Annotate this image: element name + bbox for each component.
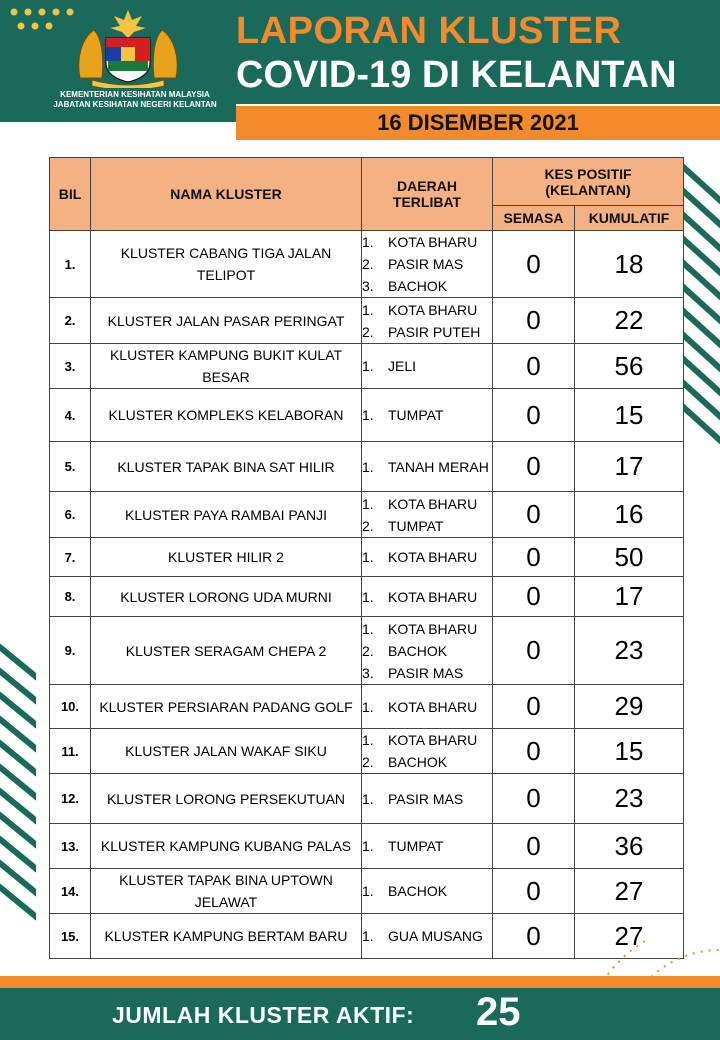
daerah-item-label: BACHOK	[388, 278, 448, 294]
daerah-item	[362, 788, 492, 810]
table-row	[50, 869, 684, 914]
header-kes-line-2: (KELANTAN)	[545, 181, 631, 198]
cell-kumulatif: 27	[575, 914, 684, 959]
cluster-table	[49, 157, 684, 959]
daerah-item	[362, 299, 492, 321]
cell-semasa: 0	[493, 538, 575, 577]
daerah-item-number: 1.	[362, 458, 374, 475]
cell-kumulatif: 23	[575, 617, 684, 685]
daerah-item-label: TUMPAT	[388, 838, 444, 854]
cell-bil: 11.	[50, 729, 91, 774]
header-kes-line-1: KES POSITIF	[544, 165, 632, 182]
header-daerah	[362, 158, 493, 231]
daerah-item	[362, 404, 492, 426]
daerah-item-label: KOTA BHARU	[388, 588, 478, 605]
daerah-item-label: KOTA BHARU	[388, 698, 478, 715]
report-date: 16 DISEMBER 2021	[377, 110, 579, 135]
daerah-item	[362, 355, 492, 377]
header-nama-kluster: NAMA KLUSTER	[91, 158, 362, 231]
cell-bil: 6.	[50, 492, 91, 538]
table-row	[50, 442, 684, 492]
daerah-item	[362, 231, 492, 253]
daerah-item	[362, 253, 492, 275]
cell-bil: 7.	[50, 538, 91, 577]
cell-bil: 3.	[50, 344, 91, 389]
cell-bil: 5.	[50, 442, 91, 492]
cell-kumulatif: 16	[575, 492, 684, 538]
cell-nama-kluster: KLUSTER PAYA RAMBAI PANJI	[91, 492, 362, 538]
daerah-item-label: TUMPAT	[388, 407, 444, 423]
daerah-item	[362, 925, 492, 947]
daerah-item	[362, 456, 492, 478]
cell-kumulatif: 15	[575, 729, 684, 774]
header-kumulatif: KUMULATIF	[575, 206, 684, 231]
cell-kumulatif: 50	[575, 538, 684, 577]
daerah-item	[362, 640, 492, 662]
cell-daerah	[362, 617, 493, 685]
cell-nama-kluster: KLUSTER PERSIARAN PADANG GOLF	[91, 685, 362, 729]
ministry-name	[40, 90, 230, 110]
table-row	[50, 685, 684, 729]
ministry-line-1: KEMENTERIAN KESIHATAN MALAYSIA	[60, 90, 210, 99]
cell-semasa: 0	[493, 729, 575, 774]
table-row	[50, 729, 684, 774]
cell-daerah	[362, 824, 493, 869]
cell-nama-kluster: KLUSTER KOMPLEKS KELABORAN	[91, 389, 362, 442]
daerah-item	[362, 586, 492, 608]
cell-nama-kluster: KLUSTER KAMPUNG KUBANG PALAS	[91, 824, 362, 869]
table-row	[50, 492, 684, 538]
cell-kumulatif: 17	[575, 577, 684, 617]
daerah-item-number: 1.	[362, 495, 374, 512]
cell-bil: 15.	[50, 914, 91, 959]
cell-semasa: 0	[493, 914, 575, 959]
daerah-item-label: KOTA BHARU	[388, 620, 478, 637]
cell-bil: 1.	[50, 231, 91, 298]
daerah-item	[362, 321, 492, 343]
cell-semasa: 0	[493, 869, 575, 914]
cell-kumulatif: 27	[575, 869, 684, 914]
table-row	[50, 824, 684, 869]
header-bil: BIL	[50, 158, 91, 231]
cell-nama-kluster: KLUSTER KAMPUNG BERTAM BARU	[91, 914, 362, 959]
table-row	[50, 774, 684, 824]
total-active-label: JUMLAH KLUSTER AKTIF:	[112, 1002, 415, 1028]
daerah-item-number: 1.	[362, 698, 374, 715]
daerah-item-number: 1.	[362, 928, 374, 944]
cell-semasa: 0	[493, 231, 575, 298]
daerah-item-number: 2.	[362, 517, 374, 534]
cell-daerah	[362, 577, 493, 617]
header-daerah-line-1: DAERAH	[397, 178, 457, 194]
daerah-item-number: 2.	[362, 256, 374, 272]
cell-nama-kluster: KLUSTER TAPAK BINA UPTOWN JELAWAT	[91, 869, 362, 914]
cell-bil: 2.	[50, 298, 91, 344]
cell-kumulatif: 17	[575, 442, 684, 492]
daerah-item-number: 3.	[362, 664, 374, 681]
cell-daerah	[362, 538, 493, 577]
cell-daerah	[362, 389, 493, 442]
daerah-item	[362, 751, 492, 773]
coat-of-arms-icon	[72, 8, 184, 88]
daerah-item-label: TUMPAT	[388, 517, 444, 534]
daerah-item	[362, 546, 492, 568]
daerah-item	[362, 275, 492, 297]
cell-daerah	[362, 774, 493, 824]
cell-daerah	[362, 231, 493, 298]
daerah-item-number: 1.	[362, 301, 374, 318]
total-active-value: 25	[476, 990, 521, 1034]
cell-nama-kluster: KLUSTER JALAN WAKAF SIKU	[91, 729, 362, 774]
cell-nama-kluster: KLUSTER HILIR 2	[91, 538, 362, 577]
ministry-line-2: JABATAN KESIHATAN NEGERI KELANTAN	[53, 100, 217, 109]
daerah-item	[362, 835, 492, 857]
daerah-item-label: BACHOK	[388, 883, 448, 899]
daerah-item-label: KOTA BHARU	[388, 549, 478, 565]
daerah-item-label: PASIR MAS	[388, 664, 464, 681]
daerah-item-number: 3.	[362, 278, 374, 294]
decorative-stripes-icon	[0, 640, 36, 940]
daerah-item-number: 1.	[362, 620, 374, 637]
table-row	[50, 538, 684, 577]
cell-bil: 10.	[50, 685, 91, 729]
daerah-item-number: 1.	[362, 732, 374, 748]
table-row	[50, 389, 684, 442]
daerah-item	[362, 662, 492, 684]
cell-nama-kluster: KLUSTER LORONG PERSEKUTUAN	[91, 774, 362, 824]
cell-bil: 14.	[50, 869, 91, 914]
daerah-item	[362, 696, 492, 718]
cell-daerah	[362, 685, 493, 729]
header-semasa: SEMASA	[493, 206, 575, 231]
cell-daerah	[362, 869, 493, 914]
cell-semasa: 0	[493, 492, 575, 538]
cell-kumulatif: 15	[575, 389, 684, 442]
daerah-item-label: GUA MUSANG	[388, 928, 483, 944]
daerah-item-number: 2.	[362, 754, 374, 770]
cell-kumulatif: 23	[575, 774, 684, 824]
cell-nama-kluster: KLUSTER SERAGAM CHEPA 2	[91, 617, 362, 685]
daerah-item-number: 1.	[362, 790, 374, 807]
cluster-table-body	[50, 231, 684, 959]
cell-daerah	[362, 914, 493, 959]
title-line-1: LAPORAN KLUSTER	[236, 10, 622, 52]
cell-semasa: 0	[493, 685, 575, 729]
cell-semasa: 0	[493, 774, 575, 824]
cell-bil: 13.	[50, 824, 91, 869]
daerah-item	[362, 618, 492, 640]
daerah-item-number: 1.	[362, 234, 374, 250]
cell-bil: 8.	[50, 577, 91, 617]
cell-semasa: 0	[493, 617, 575, 685]
table-row	[50, 617, 684, 685]
table-row	[50, 298, 684, 344]
cell-kumulatif: 22	[575, 298, 684, 344]
cell-semasa: 0	[493, 298, 575, 344]
title-line-2: COVID-19 DI KELANTAN	[236, 54, 677, 96]
daerah-item-number: 2.	[362, 323, 374, 340]
daerah-item-label: PASIR PUTEH	[388, 323, 481, 340]
cell-kumulatif: 36	[575, 824, 684, 869]
daerah-item	[362, 515, 492, 537]
daerah-item-label: KOTA BHARU	[388, 495, 478, 512]
daerah-item-number: 2.	[362, 642, 374, 659]
header-kes-positif	[493, 158, 684, 206]
cell-semasa: 0	[493, 824, 575, 869]
daerah-item-number: 1.	[362, 549, 374, 565]
decorative-stripes-icon	[684, 160, 720, 460]
daerah-item-label: PASIR MAS	[388, 256, 464, 272]
footer-banner	[0, 988, 720, 1040]
cell-semasa: 0	[493, 577, 575, 617]
cell-kumulatif: 29	[575, 685, 684, 729]
cell-daerah	[362, 298, 493, 344]
table-row	[50, 344, 684, 389]
date-banner	[236, 104, 720, 140]
cell-bil: 12.	[50, 774, 91, 824]
cell-semasa: 0	[493, 389, 575, 442]
daerah-item-label: KOTA BHARU	[388, 301, 478, 318]
cell-daerah	[362, 492, 493, 538]
daerah-item-label: JELI	[388, 358, 417, 374]
cell-nama-kluster: KLUSTER JALAN PASAR PERINGAT	[91, 298, 362, 344]
daerah-item-label: KOTA BHARU	[388, 234, 478, 250]
daerah-item-label: PASIR MAS	[388, 790, 464, 807]
cell-semasa: 0	[493, 344, 575, 389]
daerah-item-number: 1.	[362, 838, 374, 854]
daerah-item-label: BACHOK	[388, 642, 448, 659]
cell-semasa: 0	[493, 442, 575, 492]
daerah-item	[362, 729, 492, 751]
daerah-item-number: 1.	[362, 407, 374, 423]
daerah-item-label: BACHOK	[388, 754, 448, 770]
cell-bil: 9.	[50, 617, 91, 685]
cell-daerah	[362, 729, 493, 774]
cell-kumulatif: 56	[575, 344, 684, 389]
daerah-item-label: TANAH MERAH	[388, 458, 489, 475]
table-row	[50, 231, 684, 298]
cell-nama-kluster: KLUSTER LORONG UDA MURNI	[91, 577, 362, 617]
cell-daerah	[362, 442, 493, 492]
cell-daerah	[362, 344, 493, 389]
cell-bil: 4.	[50, 389, 91, 442]
daerah-item-number: 1.	[362, 358, 374, 374]
daerah-item	[362, 880, 492, 902]
cell-nama-kluster: KLUSTER TAPAK BINA SAT HILIR	[91, 442, 362, 492]
cell-nama-kluster: KLUSTER KAMPUNG BUKIT KULAT BESAR	[91, 344, 362, 389]
header-daerah-line-2: TERLIBAT	[392, 194, 462, 210]
table-row	[50, 577, 684, 617]
cell-nama-kluster: KLUSTER CABANG TIGA JALAN TELIPOT	[91, 231, 362, 298]
daerah-item-number: 1.	[362, 883, 374, 899]
cell-kumulatif: 18	[575, 231, 684, 298]
daerah-item-label: KOTA BHARU	[388, 732, 478, 748]
daerah-item-number: 1.	[362, 588, 374, 605]
daerah-item	[362, 493, 492, 515]
